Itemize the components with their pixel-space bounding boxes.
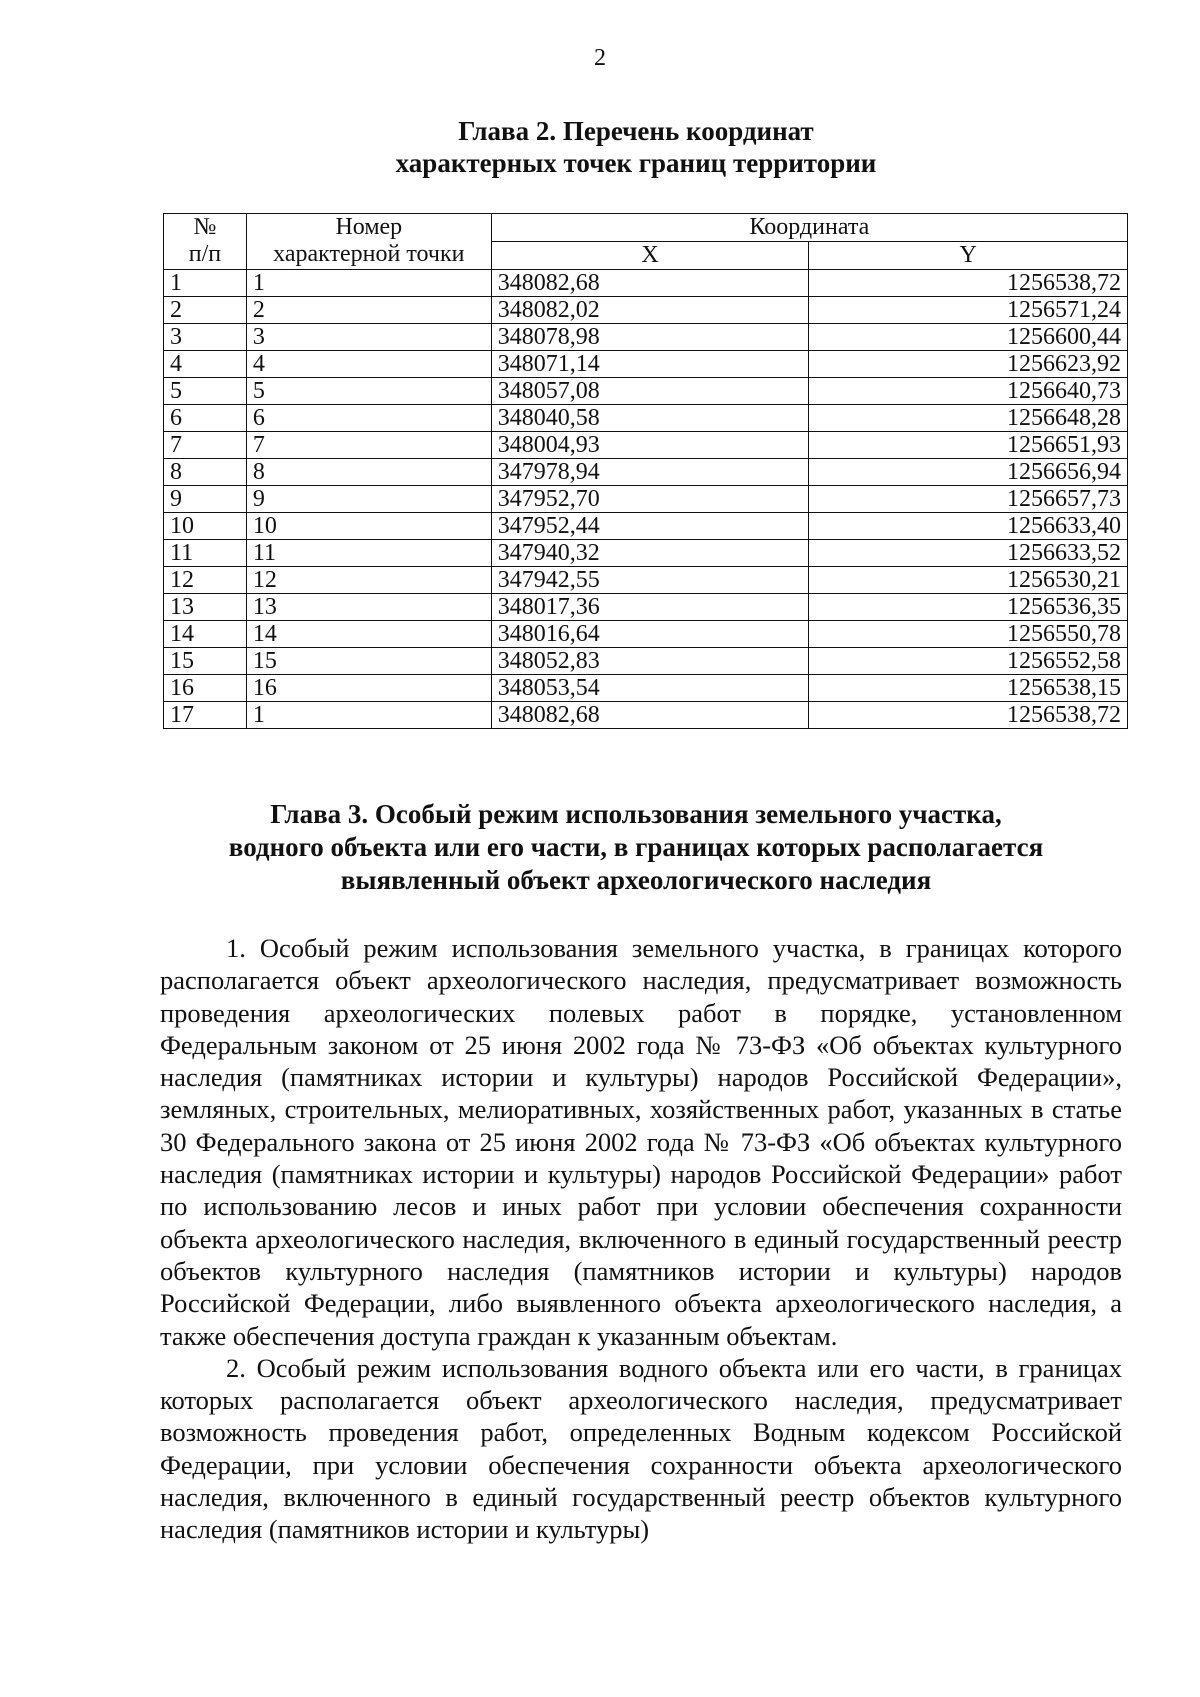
- row-number: 9: [164, 486, 247, 513]
- chapter3-title-line3: выявленный объект археологического наследия: [340, 865, 932, 895]
- table-row: [164, 324, 1128, 351]
- row-y: 1256530,21: [809, 567, 1128, 594]
- chapter3-title-line2: водного объекта или его части, в границах которых располагается: [228, 832, 1044, 862]
- row-number: 1: [164, 270, 247, 297]
- header-number: [164, 214, 247, 270]
- row-number: 6: [164, 405, 247, 432]
- row-point: 8: [246, 459, 491, 486]
- row-y: 1256538,72: [809, 702, 1128, 729]
- table-row: [164, 378, 1128, 405]
- table-row: [164, 648, 1128, 675]
- row-y: 1256640,73: [809, 378, 1128, 405]
- paragraph-1: 1. Особый режим использования земельного участка, в границах которого располагается объект археологического наследия, предусматривает возможность проведения археологических полевых работ в порядке, установленном Федеральным законом от 25 июня 2002 года № 73-ФЗ «Об объектах культурного наследия (памятниках истории и культуры) народов Российской Федерации», земляных, строительных, мелиоративных, хозяйственных работ, указанных в статье 30 Федерального закона от 25 июня 2002 года № 73-ФЗ «Об объектах культурного наследия (памятниках истории и культуры) народов Российской Федерации» работ по использованию лесов и иных работ при условии обеспечения сохранности объекта археологического наследия, включенного в единый государственный реестр объектов культурного наследия (памятников истории и культуры) народов Российской Федерации, либо выявленного объекта археологического наследия, а также обеспечения доступа граждан к указанным объектам.: [160, 933, 1122, 1351]
- page-number: 2: [594, 45, 606, 71]
- row-point: 6: [246, 405, 491, 432]
- row-y: 1256623,92: [809, 351, 1128, 378]
- table-row: [164, 270, 1128, 297]
- row-point: 1: [246, 702, 491, 729]
- row-x: 347942,55: [491, 567, 809, 594]
- chapter3-body: [160, 932, 1122, 1546]
- row-point: 9: [246, 486, 491, 513]
- row-y: 1256648,28: [809, 405, 1128, 432]
- row-x: 348016,64: [491, 621, 809, 648]
- row-number: 3: [164, 324, 247, 351]
- row-y: 1256656,94: [809, 459, 1128, 486]
- row-y: 1256633,52: [809, 540, 1128, 567]
- row-number: 17: [164, 702, 247, 729]
- row-y: 1256536,35: [809, 594, 1128, 621]
- header-point-line2: характерной точки: [273, 241, 465, 267]
- row-point: 11: [246, 540, 491, 567]
- header-number-line2: п/п: [188, 241, 222, 267]
- header-y: Y: [809, 242, 1128, 270]
- row-x: 348078,98: [491, 324, 809, 351]
- row-x: 348071,14: [491, 351, 809, 378]
- row-number: 2: [164, 297, 247, 324]
- row-number: 10: [164, 513, 247, 540]
- table-row: [164, 594, 1128, 621]
- row-y: 1256538,72: [809, 270, 1128, 297]
- coordinates-table: [163, 213, 1128, 729]
- header-x: X: [491, 242, 809, 270]
- table-row: [164, 486, 1128, 513]
- row-x: 347952,70: [491, 486, 809, 513]
- row-x: 348017,36: [491, 594, 809, 621]
- row-number: 16: [164, 675, 247, 702]
- row-x: 348004,93: [491, 432, 809, 459]
- table-row: [164, 432, 1128, 459]
- row-point: 2: [246, 297, 491, 324]
- table-row: [164, 675, 1128, 702]
- row-x: 348082,68: [491, 270, 809, 297]
- row-y: 1256550,78: [809, 621, 1128, 648]
- row-y: 1256657,73: [809, 486, 1128, 513]
- header-number-line1: №: [193, 214, 217, 240]
- row-x: 348082,02: [491, 297, 809, 324]
- row-point: 14: [246, 621, 491, 648]
- row-y: 1256600,44: [809, 324, 1128, 351]
- table-row: [164, 567, 1128, 594]
- row-number: 4: [164, 351, 247, 378]
- chapter2-title-line1: Глава 2. Перечень координат: [458, 116, 814, 146]
- table-row: [164, 297, 1128, 324]
- row-point: 15: [246, 648, 491, 675]
- row-x: 348052,83: [491, 648, 809, 675]
- row-x: 347940,32: [491, 540, 809, 567]
- table-row: [164, 702, 1128, 729]
- row-number: 13: [164, 594, 247, 621]
- row-number: 8: [164, 459, 247, 486]
- table-row: [164, 351, 1128, 378]
- header-coordinate: Координата: [491, 214, 1127, 242]
- row-x: 348082,68: [491, 702, 809, 729]
- row-point: 12: [246, 567, 491, 594]
- header-point: [246, 214, 491, 270]
- chapter2-title-line2: характерных точек границ территории: [395, 148, 877, 178]
- row-point: 5: [246, 378, 491, 405]
- row-y: 1256633,40: [809, 513, 1128, 540]
- chapter3-title: [150, 798, 1122, 897]
- row-number: 15: [164, 648, 247, 675]
- paragraph-2: 2. Особый режим использования водного объекта или его части, в границах которых располагается объект археологического наследия, предусматривает возможность проведения работ, определенных Водным кодексом Российской Федерации, при условии обеспечения сохранности объекта археологического наследия, включенного в единый государственный реестр объектов культурного наследия (памятников истории и культуры): [160, 1352, 1122, 1545]
- row-point: 7: [246, 432, 491, 459]
- row-number: 14: [164, 621, 247, 648]
- row-y: 1256552,58: [809, 648, 1128, 675]
- row-number: 11: [164, 540, 247, 567]
- chapter3-title-line1: Глава 3. Особый режим использования земельного участка,: [270, 799, 1002, 829]
- header-point-line1: Номер: [335, 214, 403, 240]
- row-point: 1: [246, 270, 491, 297]
- row-y: 1256571,24: [809, 297, 1128, 324]
- table-row: [164, 621, 1128, 648]
- row-x: 348053,54: [491, 675, 809, 702]
- row-number: 7: [164, 432, 247, 459]
- row-x: 348057,08: [491, 378, 809, 405]
- table-row: [164, 405, 1128, 432]
- row-x: 348040,58: [491, 405, 809, 432]
- row-number: 5: [164, 378, 247, 405]
- row-y: 1256538,15: [809, 675, 1128, 702]
- row-number: 12: [164, 567, 247, 594]
- row-y: 1256651,93: [809, 432, 1128, 459]
- row-point: 4: [246, 351, 491, 378]
- chapter2-title: [150, 115, 1122, 179]
- row-point: 3: [246, 324, 491, 351]
- row-point: 16: [246, 675, 491, 702]
- row-x: 347952,44: [491, 513, 809, 540]
- row-point: 13: [246, 594, 491, 621]
- table-row: [164, 540, 1128, 567]
- table-row: [164, 513, 1128, 540]
- row-point: 10: [246, 513, 491, 540]
- table-row: [164, 459, 1128, 486]
- row-x: 347978,94: [491, 459, 809, 486]
